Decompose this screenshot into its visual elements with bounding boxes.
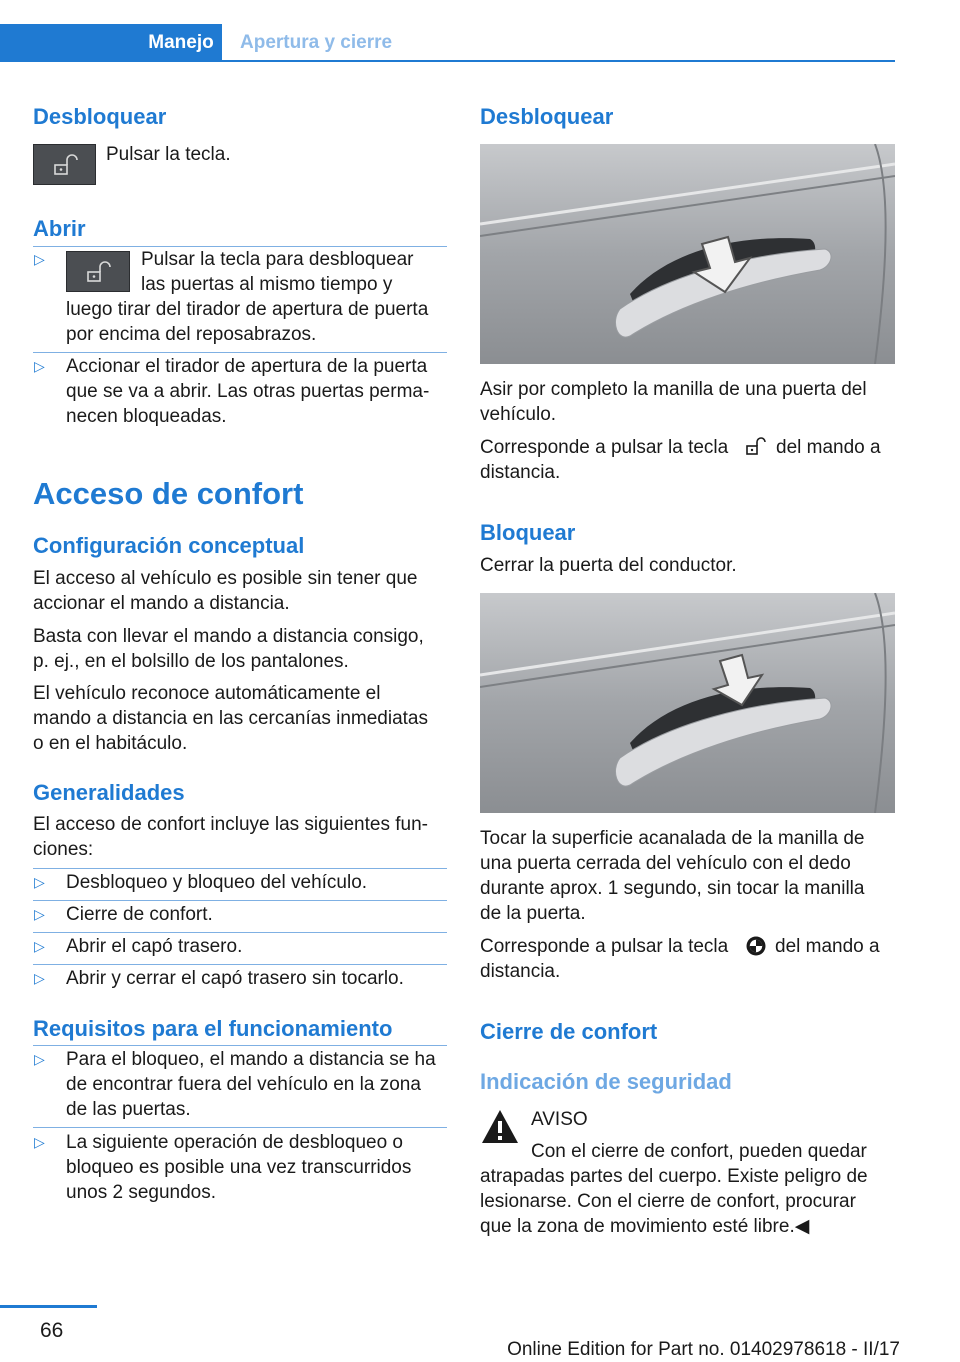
header-underline xyxy=(222,60,895,62)
comfort-close-heading: Cierre de confort xyxy=(480,1019,658,1044)
page-number: 66 xyxy=(40,1319,64,1342)
unlock-text: Pulsar la tecla. xyxy=(106,144,231,165)
list-separator xyxy=(33,964,447,965)
lock-p1: Cerrar la puerta del conductor. xyxy=(480,555,737,576)
general-p-line2: ciones: xyxy=(33,839,94,860)
bullet-triangle-icon: ▷ xyxy=(34,874,45,890)
requirements-heading: Requisitos para el funcionamiento xyxy=(33,1016,393,1041)
list-separator xyxy=(33,868,447,869)
lock-p3-c: distancia. xyxy=(480,961,561,982)
bullet-triangle-icon: ▷ xyxy=(34,358,45,374)
general-heading: Generalidades xyxy=(33,780,185,805)
open-item-2-line1: Accionar el tirador de apertura de la puerta xyxy=(66,356,428,377)
warning-icon xyxy=(480,1107,520,1147)
req-item-2-line3: unos 2 segundos. xyxy=(66,1182,217,1203)
general-item-3: Abrir el capó trasero. xyxy=(66,936,243,957)
concept-p2-line2: p. ej., en el bolsillo de los pantalones. xyxy=(33,651,349,672)
lock-p2-line2: una puerta cerrada del vehículo con el dedo xyxy=(480,853,851,874)
safety-heading: Indicación de seguridad xyxy=(480,1069,732,1094)
req-item-1-line1: Para el bloqueo, el mando a distancia se ha xyxy=(66,1049,436,1070)
req-item-2-line1: La siguiente operación de desbloqueo o xyxy=(66,1132,403,1153)
bullet-triangle-icon: ▷ xyxy=(34,251,45,267)
unlock-key-image xyxy=(33,144,96,185)
bullet-triangle-icon: ▷ xyxy=(34,1134,45,1150)
unlock-icon xyxy=(67,252,129,291)
concept-p3-line1: El vehículo reconoce automáticamente el xyxy=(33,683,381,704)
general-p-line1: El acceso de confort incluye las siguientes fun- xyxy=(33,814,428,835)
bullet-triangle-icon: ▷ xyxy=(34,1051,45,1067)
footer-edition: Online Edition for Part no. 01402978618 - II/17 xyxy=(507,1339,900,1360)
lock-p3-a: Corresponde a pulsar la tecla xyxy=(480,936,729,957)
open-item-2-line3: necen bloqueadas. xyxy=(66,406,227,427)
lock-p3-b: del mando a xyxy=(775,936,880,957)
door-handle-lock-photo xyxy=(480,593,895,813)
concept-heading: Configuración conceptual xyxy=(33,533,305,558)
concept-p3-line2: mando a distancia en las cercanías inmediatas xyxy=(33,708,429,729)
bullet-triangle-icon: ▷ xyxy=(34,970,45,986)
lock-p2-line1: Tocar la superficie acanalada de la manilla de xyxy=(480,828,865,849)
warning-line4: que la zona de movimiento esté libre.◀ xyxy=(480,1216,810,1237)
concept-p1-line2: accionar el mando a distancia. xyxy=(33,593,290,614)
req-item-2-line2: bloqueo es posible una vez transcurridos xyxy=(66,1157,412,1178)
open-item-2-line2: que se va a abrir. Las otras puertas perma- xyxy=(66,381,430,402)
right-unlock-p1-line2: vehículo. xyxy=(480,404,557,425)
right-unlock-p1-line1: Asir por completo la manilla de una puerta del xyxy=(480,379,867,400)
list-separator xyxy=(33,1045,447,1046)
door-handle-illustration xyxy=(480,593,895,813)
lock-p2-line4: de la puerta. xyxy=(480,903,586,924)
open-item-1-line4: por encima del reposabrazos. xyxy=(66,324,317,345)
concept-p3-line3: o en el habitáculo. xyxy=(33,733,188,754)
bmw-logo-icon xyxy=(745,935,767,957)
open-heading: Abrir xyxy=(33,216,86,241)
bullet-triangle-icon: ▷ xyxy=(34,938,45,954)
door-handle-unlock-photo xyxy=(480,144,895,364)
concept-p2-line1: Basta con llevar el mando a distancia consigo, xyxy=(33,626,424,647)
warning-line1: Con el cierre de confort, pueden quedar xyxy=(531,1141,867,1162)
open-item-1-line1: Pulsar la tecla para desbloquear xyxy=(141,249,414,270)
comfort-access-title: Acceso de confort xyxy=(33,476,304,511)
req-item-1-line3: de las puertas. xyxy=(66,1099,191,1120)
unlock-heading: Desbloquear xyxy=(33,104,167,129)
list-separator xyxy=(33,900,447,901)
warning-line2: atrapadas partes del cuerpo. Existe peligro de xyxy=(480,1166,868,1187)
open-item-1-line2: las puertas al mismo tiempo y xyxy=(141,274,393,295)
list-separator xyxy=(33,1127,447,1128)
general-item-2: Cierre de confort. xyxy=(66,904,213,925)
open-item-1-line3: luego tirar del tirador de apertura de puerta xyxy=(66,299,429,320)
lock-p2-line3: durante aprox. 1 segundo, sin tocar la manilla xyxy=(480,878,865,899)
unlock-icon xyxy=(744,437,768,457)
right-unlock-p2-a: Corresponde a pulsar la tecla xyxy=(480,437,729,458)
right-unlock-p2-b: del mando a xyxy=(776,437,881,458)
general-item-1: Desbloqueo y bloqueo del vehículo. xyxy=(66,872,368,893)
bullet-triangle-icon: ▷ xyxy=(34,906,45,922)
warning-line3: lesionarse. Con el cierre de confort, procurar xyxy=(480,1191,856,1212)
unlock-icon xyxy=(34,145,95,184)
warning-label: AVISO xyxy=(531,1109,588,1130)
right-unlock-heading: Desbloquear xyxy=(480,104,614,129)
unlock-key-image xyxy=(66,251,130,292)
header-tab-manejo[interactable]: Manejo xyxy=(140,24,222,62)
general-item-4: Abrir y cerrar el capó trasero sin tocarlo. xyxy=(66,968,404,989)
header-section-title[interactable]: Apertura y cierre xyxy=(240,32,393,53)
req-item-1-line2: de encontrar fuera del vehículo en la zona xyxy=(66,1074,421,1095)
concept-p1-line1: El acceso al vehículo es posible sin tener que xyxy=(33,568,418,589)
lock-heading: Bloquear xyxy=(480,520,576,545)
list-separator xyxy=(33,352,447,353)
right-unlock-p2-c: distancia. xyxy=(480,462,561,483)
list-separator xyxy=(33,932,447,933)
door-handle-illustration xyxy=(480,144,895,364)
footer-accent-line xyxy=(0,1305,97,1308)
